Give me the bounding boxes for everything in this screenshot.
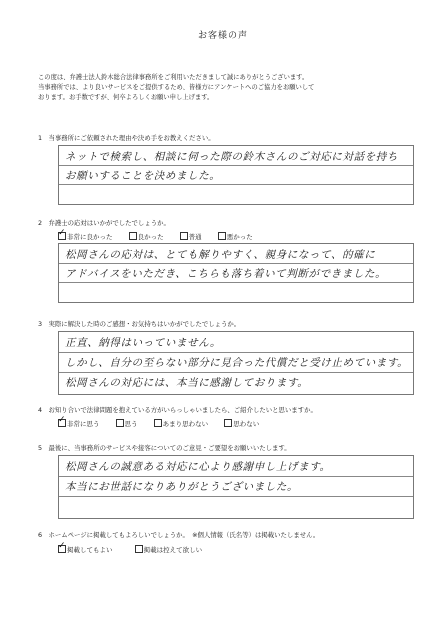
intro-line-2: 当事務所では、より良いサービスをご提供するため、皆様方にアンケートへのご協力をお願いして [38,84,315,91]
option-bad[interactable]: 悪かった [218,232,253,241]
question-1-answer-line-2: お願いすることを決めました。 [65,170,221,182]
option-very-good[interactable]: ✓非常に良かった [58,232,113,241]
checkbox[interactable] [116,419,124,427]
ruled-line [59,496,413,497]
question-2-answer-line-2: アドバイスをいただき、こちらも落ち着いて判断ができました。 [65,268,387,280]
intro-line-1: この度は、弁護士法人鈴木総合法律事務所をご利用いただきまして誠にありがとうございます。 [38,74,309,81]
checkbox[interactable] [180,232,188,240]
ruled-line [59,184,413,185]
option-allow-publish[interactable]: ✓掲載してもよい [58,545,113,554]
checkbox[interactable] [224,419,232,427]
option-good[interactable]: 良かった [129,232,164,241]
checkbox[interactable] [135,545,143,553]
option-normal[interactable]: 普通 [180,232,202,241]
option-somewhat-disagree[interactable]: あまり思わない [154,419,209,428]
question-5-answer-line-2: 本当にお世話になりありがとうございました。 [65,481,299,493]
question-1-label: 1 当事務所にご依頼された理由や決め手をお教えください。 [38,134,215,142]
question-1-answer-box [58,145,414,205]
checkbox-checked[interactable] [58,545,66,553]
checkbox-checked[interactable] [58,419,66,427]
option-decline-publish[interactable]: 掲載は控えて欲しい [135,545,203,554]
question-2-answer-box [58,243,414,303]
ruled-line [59,263,413,264]
question-3-answer-line-2: しかし、自分の至らない部分に見合った代償だと受け止めています。 [65,357,409,369]
checkbox[interactable] [218,232,226,240]
question-2-options [58,232,267,241]
question-6-options [58,545,216,554]
ruled-line [59,372,413,373]
question-2-answer-line-1: 松岡さんの応対は、とても解りやすく、親身になって、的確に [65,249,376,261]
ruled-line [59,352,413,353]
page-title: お客様の声 [197,31,248,41]
question-3-answer-line-1: 正直、納得はいっていません。 [65,337,222,349]
question-2-label: 2 弁護士の応対はいかがでしたでしょうか。 [38,219,170,227]
checkbox[interactable] [154,419,162,427]
option-strongly-agree[interactable]: ✓非常に思う [58,419,100,428]
ruled-line [59,282,413,283]
checkbox-checked[interactable] [58,232,66,240]
question-5-label: 5 最後に、当事務所のサービスや接客についてのご意見・ご要望をお願いいたします。 [38,444,291,452]
question-5-answer-box [58,455,414,519]
option-agree[interactable]: 思う [116,419,138,428]
option-disagree[interactable]: 思わない [224,419,259,428]
question-5-answer-line-1: 松岡さんの誠意ある対応に心より感謝申し上げます。 [65,461,331,473]
question-1-answer-line-1: ネットで検索し、相談に伺った際の鈴木さんのご対応に対話を持ち [65,151,398,163]
ruled-line [59,476,413,477]
ruled-line [59,165,413,166]
question-4-label: 4 お知り合いで法律問題を抱えている方がいらっしゃいましたら、ご紹介したいと思いますか。 [38,406,317,414]
question-4-options [58,419,273,428]
question-3-answer-box [58,331,414,395]
question-3-label: 3 実際に解決した時のご感想・お気持ちはいかがでしたでしょうか。 [38,320,241,328]
question-6-label: 6 ホームページに掲載してもよろしいでしょうか。 ※個人情報（氏名等）は掲載いたしません。 [38,531,320,539]
question-3-answer-line-3: 松岡さんの対応には、本当に感謝しております。 [65,377,309,389]
intro-line-3: おります。お手数ですが、何卒よろしくお願い申し上げます。 [38,94,214,101]
checkbox[interactable] [129,232,137,240]
